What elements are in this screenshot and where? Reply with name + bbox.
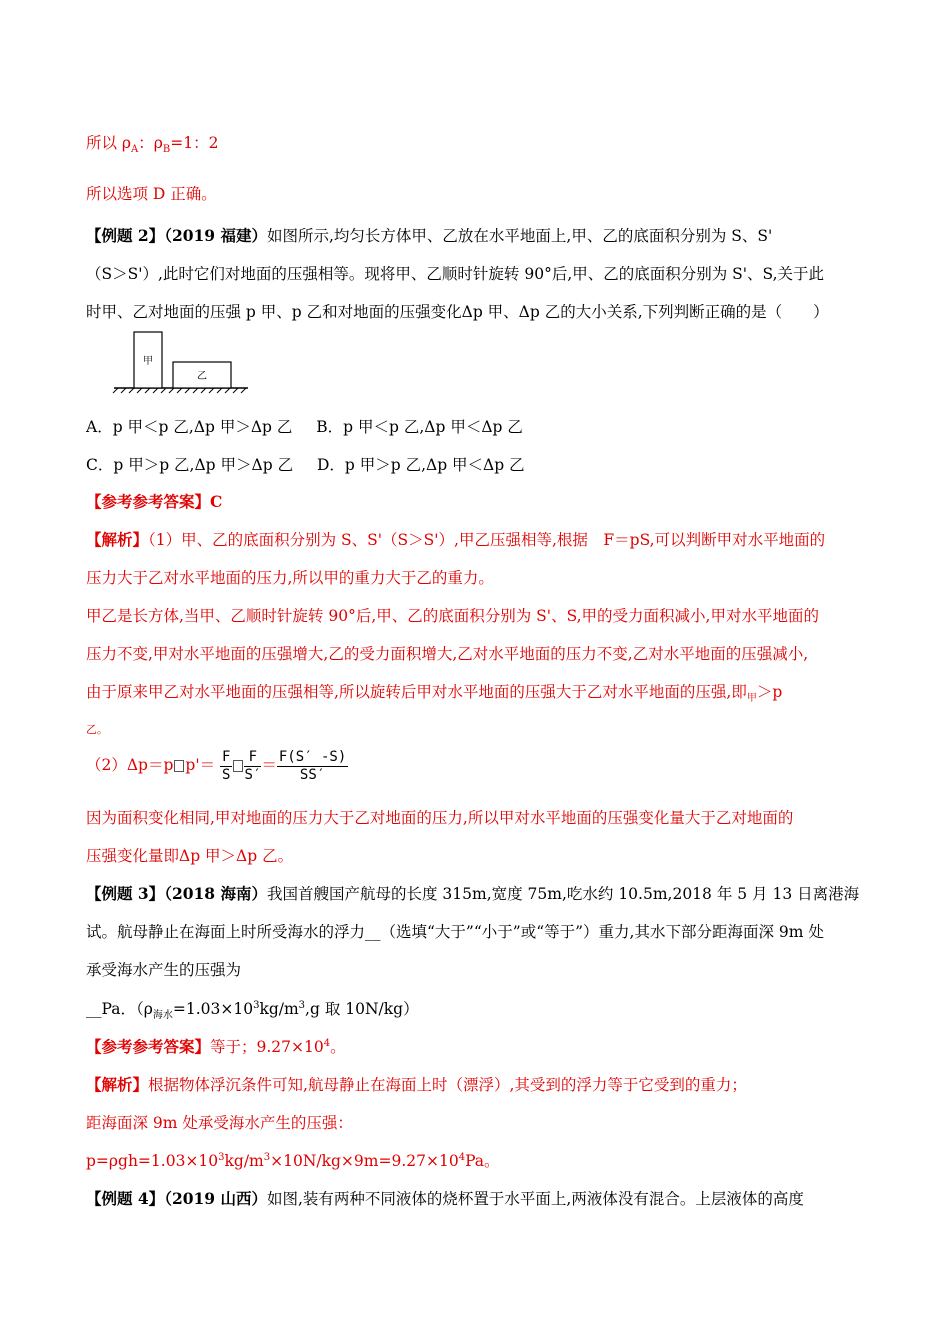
- example-3-line-1: 【例题 3】（2018 海南）我国首艘国产航母的长度 315m,宽度 75m,吃水约 10.5m,2018 年 5 月 13 日离港海: [86, 884, 860, 903]
- option-b[interactable]: B．p 甲＜p 乙,Δp 甲＜Δp 乙: [316, 418, 523, 436]
- analysis-line-2: 压力大于乙对水平地面的压力,所以甲的重力大于乙的重力。: [86, 569, 494, 587]
- option-d[interactable]: D．p 甲＞p 乙,Δp 甲＜Δp 乙: [316, 456, 525, 474]
- example-3-line-4: __Pa．（$\rho_{海水}=1.03\times 10^3kg/m^3,g$ 取 10N/kg）: [86, 999, 419, 1022]
- analysis-line-3: 甲乙是长方体,当甲、乙顺时针旋转 90°后,甲、乙的底面积分别为 S'、S,甲的受力面积减小,甲对水平地面的: [86, 607, 819, 625]
- example-4-line-1: 【例题 4】（2019 山西）如图,装有两种不同液体的烧杯置于水平面上,两液体没有混合。上层液体的高度: [86, 1189, 804, 1208]
- example-3-analysis-1: 【解析】根据物体浮沉条件可知,航母静止在海面上时（漂浮）,其受到的浮力等于它受到的重力；: [86, 1075, 747, 1094]
- example-2-answer: 【参考参考答案】C: [86, 492, 223, 511]
- example-3-line-2: 试。航母静止在海面上时所受海水的浮力__（选填“大于”“小于”或“等于”）重力,其水下部分距海面深 9m 处: [86, 923, 824, 941]
- block-yi-label: 乙: [197, 371, 207, 382]
- example-3-line-3: 承受海水产生的压强为: [86, 961, 242, 979]
- conclusion-option: 所以选项 D 正确。: [86, 185, 217, 203]
- fraction-f-over-s: $\frac{F}{S}$: [222, 748, 231, 783]
- analysis-line-9: 压强变化量即Δp 甲＞Δp 乙。: [86, 847, 294, 865]
- example-3-analysis-3: $p=\rho gh=1.03\times 10^3kg/m^3\times 10N/kg\times 9m=9.27\times 10^4Pa$。: [86, 1151, 500, 1170]
- analysis-line-1: 【解析】（1）甲、乙的底面积分别为 S、S'（S＞S'）,甲乙压强相等,根据 F＝pS,可以判断甲对水平地面的: [86, 530, 826, 549]
- options-row-2: [86, 455, 525, 475]
- analysis-line-4: 压力不变,甲对水平地面的压强增大,乙的受力面积增大,乙对水平地面的压力不变,乙对水平地面的压强减小,: [86, 645, 809, 663]
- example-3-answer: 【参考参考答案】等于；$9.27\times 10^4$。: [86, 1037, 346, 1056]
- example-2-line-1: 【例题 2】（2019 福建）如图所示,均匀长方体甲、乙放在水平地面上,甲、乙的底面积分别为 S、S': [86, 226, 773, 245]
- example-2-figure: [110, 328, 250, 394]
- missing-glyph-box: [233, 760, 243, 772]
- example-3-analysis-2: 距海面深 9m 处承受海水产生的压强：: [86, 1114, 353, 1132]
- fraction-f-over-s-prime: $\frac{F}{S'}$: [244, 748, 262, 783]
- example-2-line-3: 时甲、乙对地面的压强 p 甲、p 乙和对地面的压强变化Δp 甲、Δp 乙的大小关系,下列判断正确的是（ ）: [86, 303, 829, 321]
- conclusion-ratio: 所以 $\rho_A$：$\rho_B=1$：2: [86, 134, 219, 156]
- option-c[interactable]: C．p 甲＞p 乙,Δp 甲＞Δp 乙: [86, 456, 294, 474]
- fraction-result: $\frac{F(S' -S)}{SS'}$: [278, 748, 347, 783]
- analysis-line-6: 乙。: [86, 723, 108, 736]
- analysis-line-8: 因为面积变化相同,甲对地面的压力大于乙对地面的压力,所以甲对水平地面的压强变化量大于乙对地面的: [86, 809, 794, 827]
- options-row-1: [86, 417, 523, 437]
- option-a[interactable]: A．p 甲＜p 乙,Δp 甲＞Δp 乙: [86, 418, 293, 436]
- analysis-formula: （2）Δp＝p p'＝ $\frac{F}{S}$ $\frac{F}{S'}$ ＝ $\frac{F(S' -S)}{SS'}$: [86, 748, 347, 783]
- missing-glyph-box: [174, 760, 184, 772]
- example-2-line-2: （S＞S'）,此时它们对地面的压强相等。现将甲、乙顺时针旋转 90°后,甲、乙的底面积分别为 S'、S,关于此: [86, 265, 825, 283]
- block-jia-label: 甲: [143, 356, 153, 367]
- analysis-line-5: 由于原来甲乙对水平地面的压强相等,所以旋转后甲对水平地面的压强大于乙对水平地面的压强,即$_甲$＞p: [86, 683, 783, 705]
